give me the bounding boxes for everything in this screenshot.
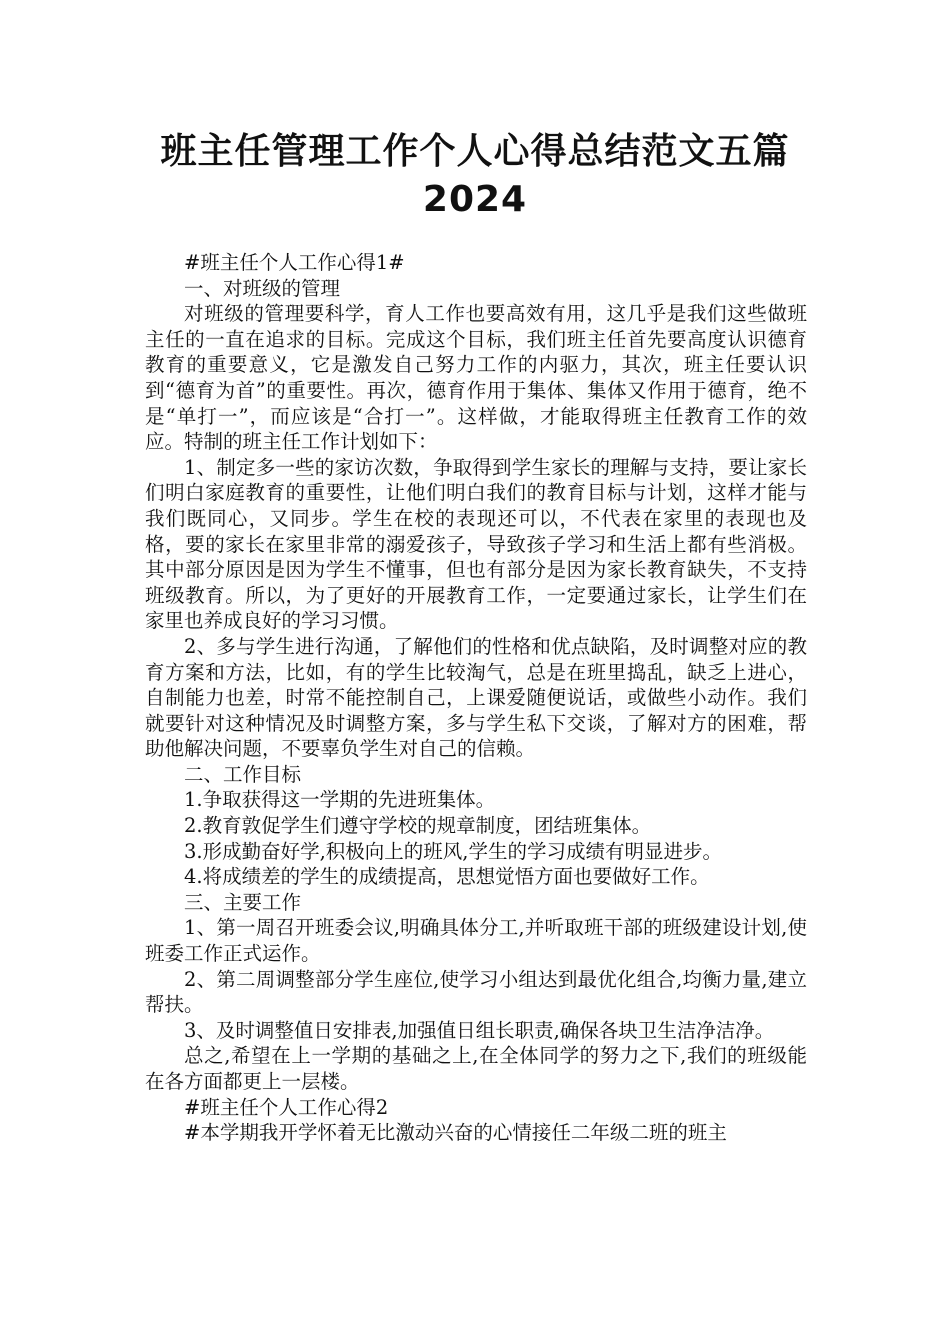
subheading: 三、主要工作 <box>184 890 302 914</box>
title-line-2: 2024 <box>422 179 528 220</box>
list-item: 1.争取获得这一学期的先进班集体。 <box>184 788 496 812</box>
paragraph: 2、多与学生进行沟通，了解他们的性格和优点缺陷，及时调整对应的教育方案和方法，比如，有的学生比较淘气，总是在班里捣乱，缺乏上进心，自制能力也差，时常不能控制自己，上课爱随便说话，或做些小动作。我们就要针对这种情况及时调整方案，多与学生私下交谈，了解对方的困难，帮助他解决问题，不要辜负学生对自己的信赖。 <box>145 634 807 761</box>
subheading: 二、工作目标 <box>184 762 302 786</box>
paragraph: 1、第一周召开班委会议,明确具体分工,并听取班干部的班级建设计划,使班委工作正式运作。 <box>145 916 807 966</box>
paragraph: 对班级的管理要科学，育人工作也要高效有用，这几乎是我们这些做班主任的一直在追求的目标。完成这个目标，我们班主任首先要高度认识德育教育的重要意义，它是激发自己努力工作的内驱力，其次，班主任要认识到“德育为首”的重要性。再次，德育作用于集体、集体又作用于德育，绝不是“单打一”，而应该是“合打一”。这样做，才能取得班主任教育工作的效应。特制的班主任工作计划如下： <box>145 302 807 454</box>
paragraph: #本学期我开学怀着无比激动兴奋的心情接任二年级二班的班主 <box>184 1121 727 1145</box>
subheading: 一、对班级的管理 <box>184 276 341 300</box>
list-item: 4.将成绩差的学生的成绩提高，思想觉悟方面也要做好工作。 <box>184 865 710 889</box>
list-item: 2.教育敦促学生们遵守学校的规章制度，团结班集体。 <box>184 814 652 838</box>
section-heading: #班主任个人工作心得1# <box>184 251 405 274</box>
paragraph: 总之,希望在上一学期的基础之上,在全体同学的努力之下,我们的班级能在各方面都更上一层楼。 <box>145 1044 807 1093</box>
title-line-1: 班主任管理工作个人心得总结范文五篇 <box>160 131 790 172</box>
document-body <box>145 250 807 1146</box>
document-title <box>100 128 850 224</box>
section-heading: #班主任个人工作心得2 <box>184 1095 389 1119</box>
list-item: 3.形成勤奋好学,积极向上的班风,学生的学习成绩有明显进步。 <box>184 839 723 863</box>
paragraph: 2、第二周调整部分学生座位,使学习小组达到最优化组合,均衡力量,建立帮扶。 <box>145 967 807 1017</box>
paragraph: 1、制定多一些的家访次数，争取得到学生家长的理解与支持，要让家长们明白家庭教育的重要性，让他们明白我们的教育目标与计划，这样才能与我们既同心，又同步。学生在校的表现还可以，不代表在家里的表现也及格，要的家长在家里非常的溺爱孩子，导致孩子学习和生活上都有些消极。其中部分原因是因为学生不懂事，但也有部分是因为家长教育缺失，不支持班级教育。所以，为了更好的开展教育工作，一定要通过家长，让学生们在家里也养成良好的学习习惯。 <box>145 455 807 633</box>
paragraph: 3、及时调整值日安排表,加强值日组长职责,确保各块卫生洁净洁净。 <box>184 1018 775 1042</box>
